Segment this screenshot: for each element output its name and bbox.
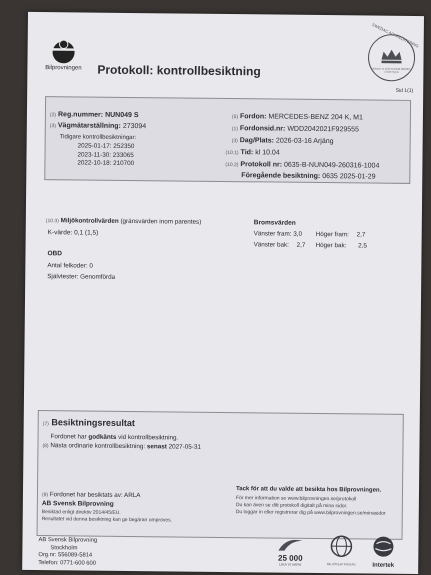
protocol-number-row: (10.2) Protokoll nr: 0635-B-NUN049-260316-1004 [225, 161, 380, 170]
swedac-seal [365, 21, 420, 84]
footer-company: AB Svensk Bilprovning Stockholm Org.nr: 556089-5814 Telefon: 0771-600 600 [38, 537, 98, 567]
previous-inspections-title: Tidigare kontrollbesiktningar: [59, 134, 137, 142]
vehicle-info-box [44, 96, 411, 184]
vin-row: (1) Fordonsid.nr: WDD2042021F929555 [231, 125, 359, 134]
time-row: (10.1) Tid: kl 10.04 [225, 149, 280, 157]
cert-label: MILJÖCERTIFIERAD [326, 562, 356, 567]
intertek-logo [366, 536, 400, 569]
protocol-paper [22, 12, 424, 574]
date-place-row: (3) Dag/Plats: 2026-03-16 Arjäng [231, 137, 334, 146]
logo-text: Bilprovningen [45, 65, 82, 72]
badge-number: 25 000 [278, 553, 303, 563]
obd-selftest-row: Självtester: Genomförda [47, 273, 116, 281]
law-text-1: Besiktad enligt direktiv 2014/45/EU. [41, 509, 121, 516]
environment-title: (10.3) Miljökontrollvärden (gränsvärden inom parentes) [45, 217, 202, 226]
info-text-2: Du kan även se ditt protokoll digitalt på mina sidor. [235, 502, 348, 510]
bilprovningen-logo [43, 38, 83, 71]
previous-inspection-row: Föregående besiktning: 0635 2025-01-29 [241, 172, 376, 181]
info-text-3: Du loggar in eller registrerar dig på www.bilprovningen.se/minasidor [235, 509, 386, 517]
odometer-row: (3) Vägmätarställning: 273094 [49, 122, 147, 131]
brake-rear-left: Vänster bak: 2,7 [253, 241, 306, 249]
brake-title: Bromsvärden [253, 219, 296, 227]
seal-text: SWEDAC ACKREDITERING [371, 21, 420, 49]
seal-sub: Ackred. nr 1016 Kontroll ISO/IEC 17020 Typ A [372, 67, 411, 74]
inspected-by-line: (9) Fordonet har besiktats av: ARLA [41, 491, 141, 500]
previous-inspection-row: 2023-11-30: 233065 [77, 151, 134, 159]
brake-rear-right: Höger bak: 2,5 [315, 241, 367, 250]
next-inspection-line: (8) Nästa ordinarie kontrollbesiktning: senast 2027-05-31 [42, 442, 201, 451]
fordon-row: (5) Fordon: MERCEDES-BENZ 204 K, M1 [231, 113, 363, 122]
info-text-1: För mer information se www.bilprovningen.se/protokoll [235, 495, 357, 503]
company-name: AB Svensk Bilprovning [41, 500, 114, 508]
obd-title: OBD [47, 250, 62, 258]
previous-inspection-row: 2022-10-18: 210700 [77, 159, 135, 168]
badge-sub: LIKA VI VARA [279, 562, 302, 567]
intertek-globe-icon [372, 536, 394, 558]
k-value-row: K-värde: 0,1 (1,5) [47, 229, 99, 237]
brake-front-left: Vänster fram: 3,0 [253, 230, 303, 238]
result-title: (7) Besiktningsresultat [42, 417, 135, 429]
swirl-icon [276, 535, 304, 553]
result-approved-line: Fordonet har godkänts vid kontrollbesiktning. [50, 433, 179, 442]
page-title: Protokoll: kontrollbesiktning [97, 62, 261, 79]
badge-25000 [262, 534, 318, 567]
brake-front-right: Höger fram: 2,7 [315, 230, 366, 239]
law-text-2: Resultatet vid denna besiktning kan ge begäran ompröves. [41, 516, 173, 524]
thanks-text: Tack för att du valde att besikta hos Bilprovningen. [235, 486, 382, 494]
result-box [37, 410, 404, 540]
obd-faults-row: Antal felkoder: 0 [47, 262, 93, 270]
globe-icon [330, 535, 352, 557]
previous-inspections-list [77, 142, 134, 168]
environment-cert-logo [326, 535, 356, 566]
reg-row: (2) Reg.nummer: NUN049 S [49, 111, 139, 120]
intertek-label: Intertek [372, 562, 395, 569]
previous-inspection-row: 2025-01-17: 252350 [77, 142, 135, 151]
bilprovningen-logo-icon [50, 38, 76, 64]
page-number: Sid 1(1) [395, 87, 414, 94]
